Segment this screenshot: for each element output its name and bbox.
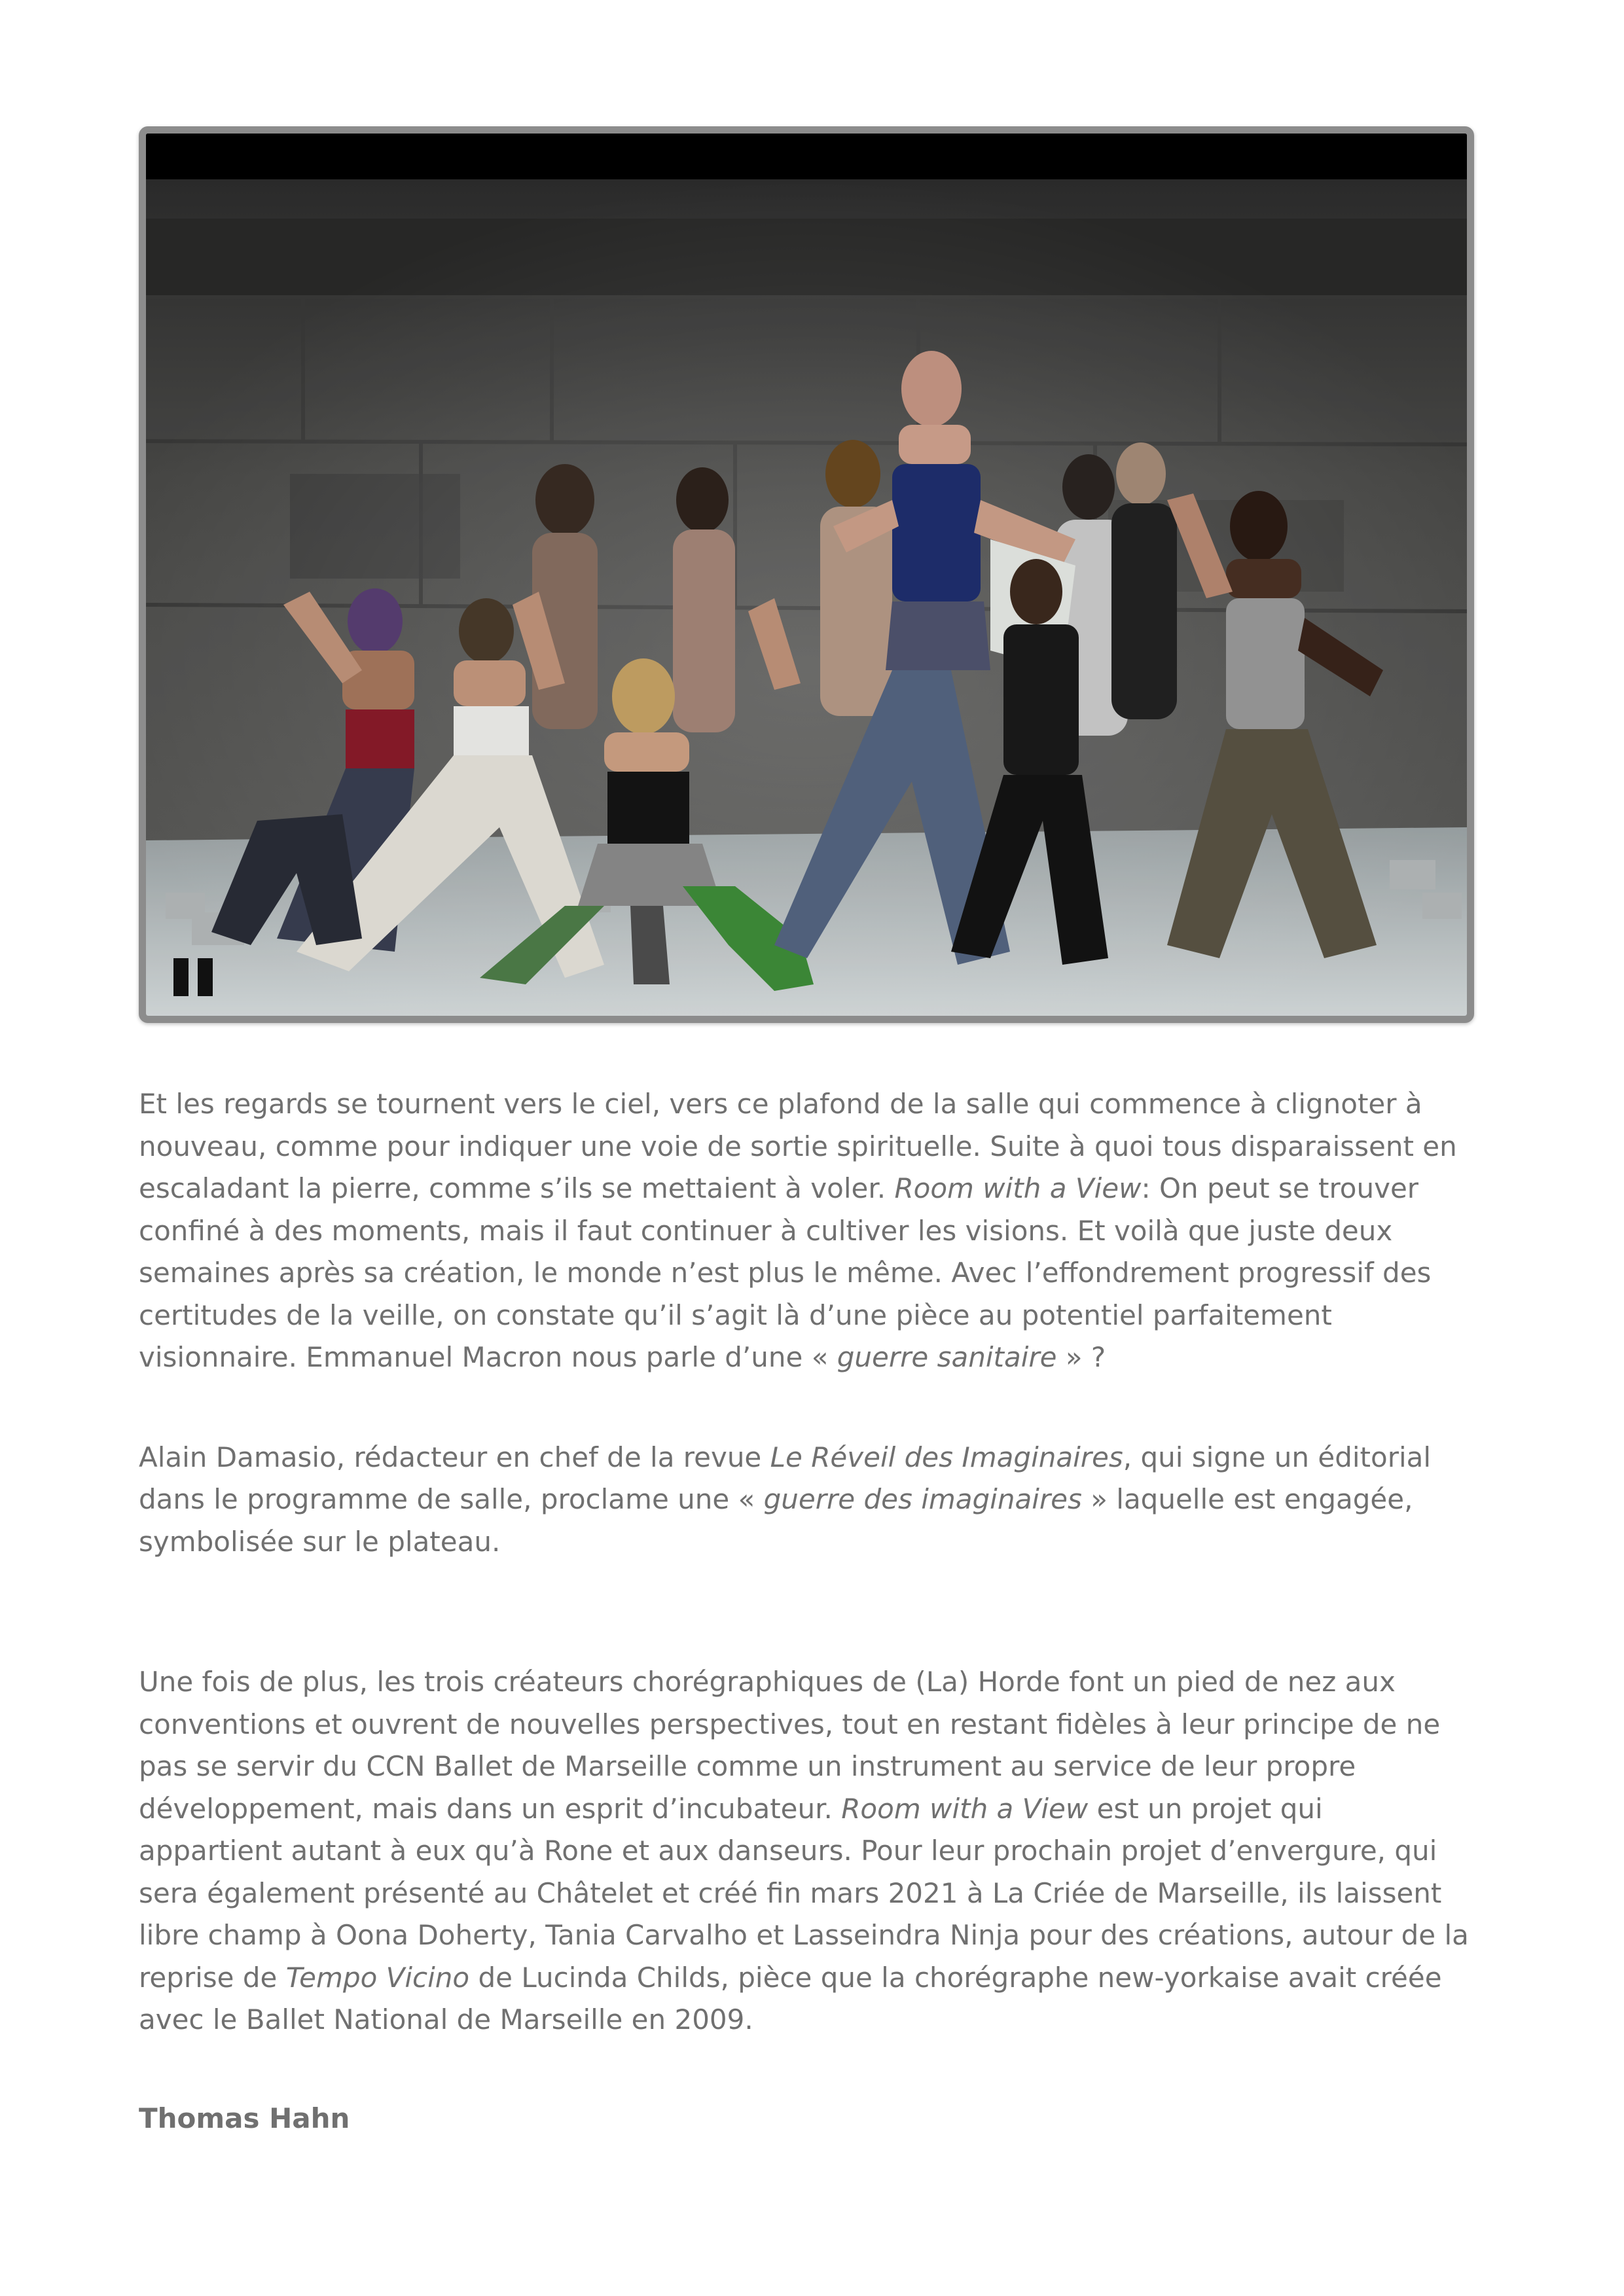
magazine-title: Le Réveil des Imaginaires bbox=[770, 1441, 1123, 1473]
quoted-phrase: guerre sanitaire bbox=[837, 1341, 1057, 1373]
article-paragraph-2: Alain Damasio, rédacteur en chef de la revue Le Réveil des Imaginaires, qui signe un éditorial dans le programme de salle, proclame une « guerre des imaginaires » laquelle est engagée, symbolisée sur le plateau. bbox=[139, 1441, 1432, 1558]
quoted-phrase: guerre des imaginaires bbox=[763, 1483, 1082, 1515]
article-paragraph-1: Et les regards se tournent vers le ciel, vers ce plafond de la salle qui commence à clignoter à nouveau, comme pour indiquer une voie de sortie spirituelle. Suite à quoi tous disparaissent en escaladant la pierre, comme s’ils se mettaient à voler. Room with a View: On peut se trouver confiné à des moments, mais il faut continuer à cultiver les visions. Et voilà que juste deux semaines après sa création, le monde n’est plus le même. Avec l’effondrement progressif des certitudes de la veille, on constate qu’il s’agit là d’une pièce au potentiel parfaitement visionnaire. Emmanuel Macron nous parle d’une « guerre sanitaire » ? bbox=[139, 1088, 1457, 1373]
article-body bbox=[139, 1083, 1474, 2140]
pause-button[interactable] bbox=[173, 958, 213, 996]
work-title: Room with a View bbox=[841, 1792, 1089, 1825]
author-name: Thomas Hahn bbox=[139, 2102, 350, 2134]
pause-icon bbox=[173, 958, 189, 996]
photo-slideshow[interactable] bbox=[139, 126, 1474, 1023]
work-title: Tempo Vicino bbox=[285, 1961, 470, 1994]
work-title: Room with a View bbox=[894, 1172, 1142, 1204]
dance-performance-photo bbox=[146, 134, 1467, 1016]
pause-icon-bar bbox=[198, 958, 213, 996]
article-paragraph-3: Une fois de plus, les trois créateurs chorégraphiques de (La) Horde font un pied de nez aux conventions et ouvrent de nouvelles perspectives, tout en restant fidèles à leur principe de ne pas se servir du CCN Ballet de Marseille comme un instrument au service de leur propre développement, mais dans un esprit d’incubateur. Room with a View est un projet qui appartient autant à eux qu’à Rone et aux danseurs. Pour leur prochain projet d’envergure, qui sera également présenté au Châtelet et créé fin mars 2021 à La Criée de Marseille, ils laissent libre champ à Oona Doherty, Tania Carvalho et Lasseindra Ninja pour des créations, autour de la reprise de Tempo Vicino de Lucinda Childs, pièce que la chorégraphe new-yorkaise avait créée avec le Ballet National de Marseille en 2009. bbox=[139, 1666, 1469, 2036]
